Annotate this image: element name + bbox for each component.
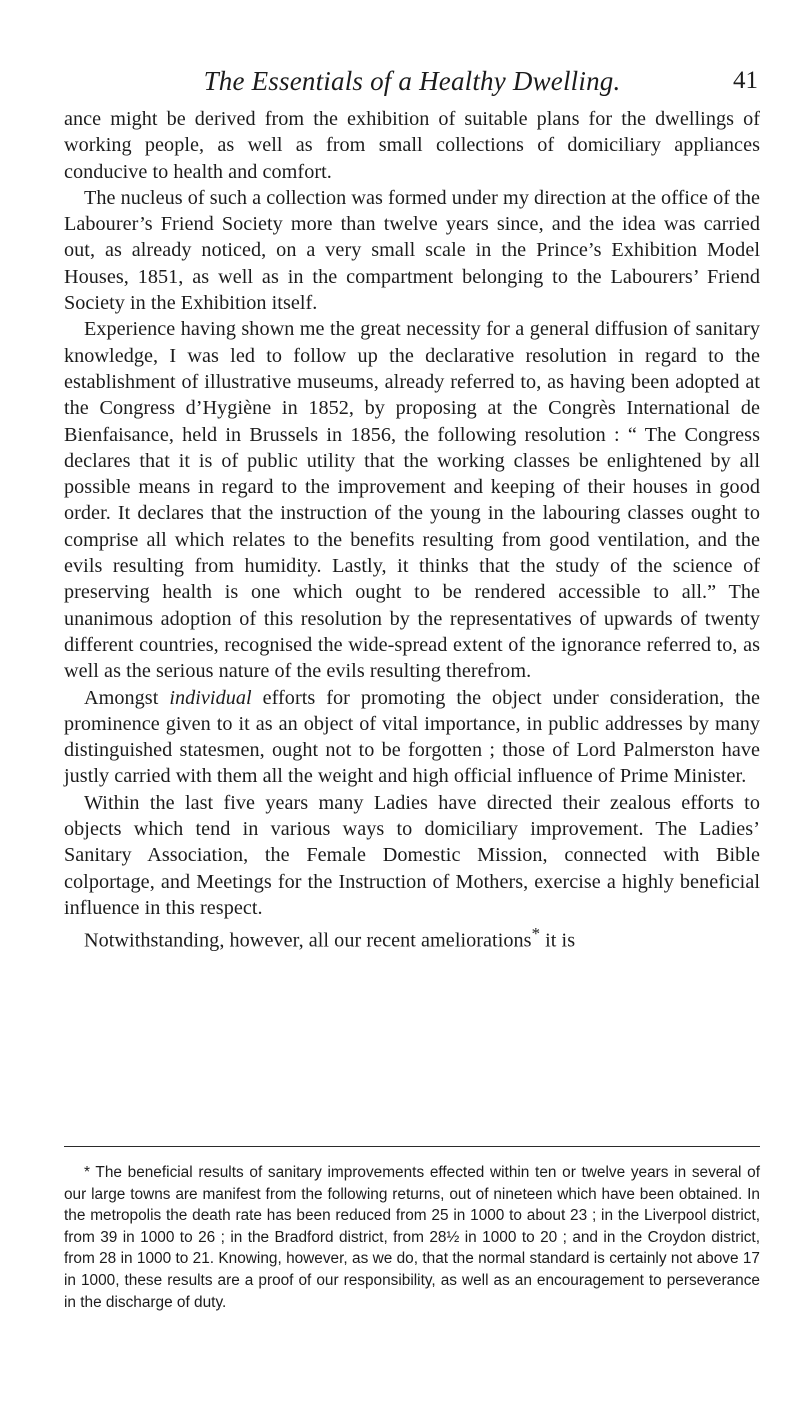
paragraph-text: it is [540, 929, 576, 952]
italic-emphasis: individual [169, 686, 252, 709]
book-page [64, 64, 760, 1394]
body-text [64, 106, 760, 954]
footnote-text: The beneficial results of sanitary improvements effected within ten or twelve years in several of our large towns are manifest from the following returns, out of nineteen which have been obtained. In the metropolis the death rate has been reduced from 25 in 1000 to about 23 ; in the Liverpool district, from 39 in 1000 to 26 ; in the Bradford district, from 28 [64, 1164, 760, 1246]
paragraph-text: efforts for promoting the object under consideration, the prominence given to it as an object of vital importance, in public addresses by many distinguished statesmen, ought not to be forgotten ; those of Lord Palmerston have justly carried with them all the weight and high official influence of Prime Minister. [64, 686, 760, 788]
footnote-divider [64, 1146, 760, 1147]
footnote [64, 1162, 760, 1313]
footnote-reference: * [531, 924, 541, 944]
paragraph-labourers-friend-society: The nucleus of such a collection was formed under my direction at the office of the Labourer’s Friend Society more than twelve years since, and the idea was carried out, as already noticed, on a very small scale in the Prince’s Exhibition Model Houses, 1851, as well as in the compartment belonging to the Labourers’ Friend Society in the Exhibition itself. [64, 186, 760, 315]
running-title: The Essentials of a Healthy Dwelling. [203, 66, 621, 96]
page-number: 41 [733, 67, 758, 94]
paragraph-continuation: ance might be derived from the exhibition of suitable plans for the dwellings of working people, as well as from small collections of domiciliary appliances conducive to health and comfort. [64, 108, 760, 183]
paragraph-ladies-efforts: Within the last five years many Ladies have directed their zealous efforts to objects which tend in various ways to domiciliary improvement. The Ladies’ Sanitary Association, the Female Domestic Mission, connected with Bible colportage, and Meetings for the Instruction of Mothers, exercise a highly beneficial influence in this respect. [64, 791, 760, 919]
paragraph-congress-resolution: Experience having shown me the great necessity for a general diffusion of sanitary knowledge, I was led to follow up the declarative resolution in regard to the establishment of illustrative museums, already referred to, as having been adopted at the Congress d’Hygiène in 1852, by proposing at the Congrès International de Bienfaisance, held in Brussels in 1856, the following resolution : “ The Congress declares that it is of public utility that the working classes be enlightened by all possible means in regard to the improvement and keeping of their houses in good order. It declares that the instruction of the young in the labouring classes ought to comprise all which relates to the benefits resulting from good ventilation, and the evils resulting from humidity. Lastly, it thinks that the study of the science of preserving health is one which ought to be rendered accessible to all.” The unanimous adoption of this resolution by the representatives of upwards of twenty different countries, recognised the wide-spread extent of the ignorance referred to, as well as the serious nature of the evils resulting therefrom. [64, 318, 760, 683]
footnote-mark: * [84, 1164, 90, 1181]
page-header [64, 64, 760, 104]
paragraph-individual-efforts [64, 685, 760, 790]
footnote-text: in 1000 to 20 ; and in the Croydon district, from 28 in 1000 to 21. Knowing, however, as we do, that the normal standard is certainly not above 17 in 1000, these results are a proof of our responsibility, as well as an encouragement to perseverance in the discharge of duty. [64, 1228, 760, 1311]
paragraph-ameliorations [64, 921, 760, 954]
paragraph-text: Amongst [84, 686, 170, 709]
paragraph-text: Notwithstanding, however, all our recent ameliorations [84, 929, 532, 952]
footnote-fraction: ½ [446, 1228, 460, 1246]
